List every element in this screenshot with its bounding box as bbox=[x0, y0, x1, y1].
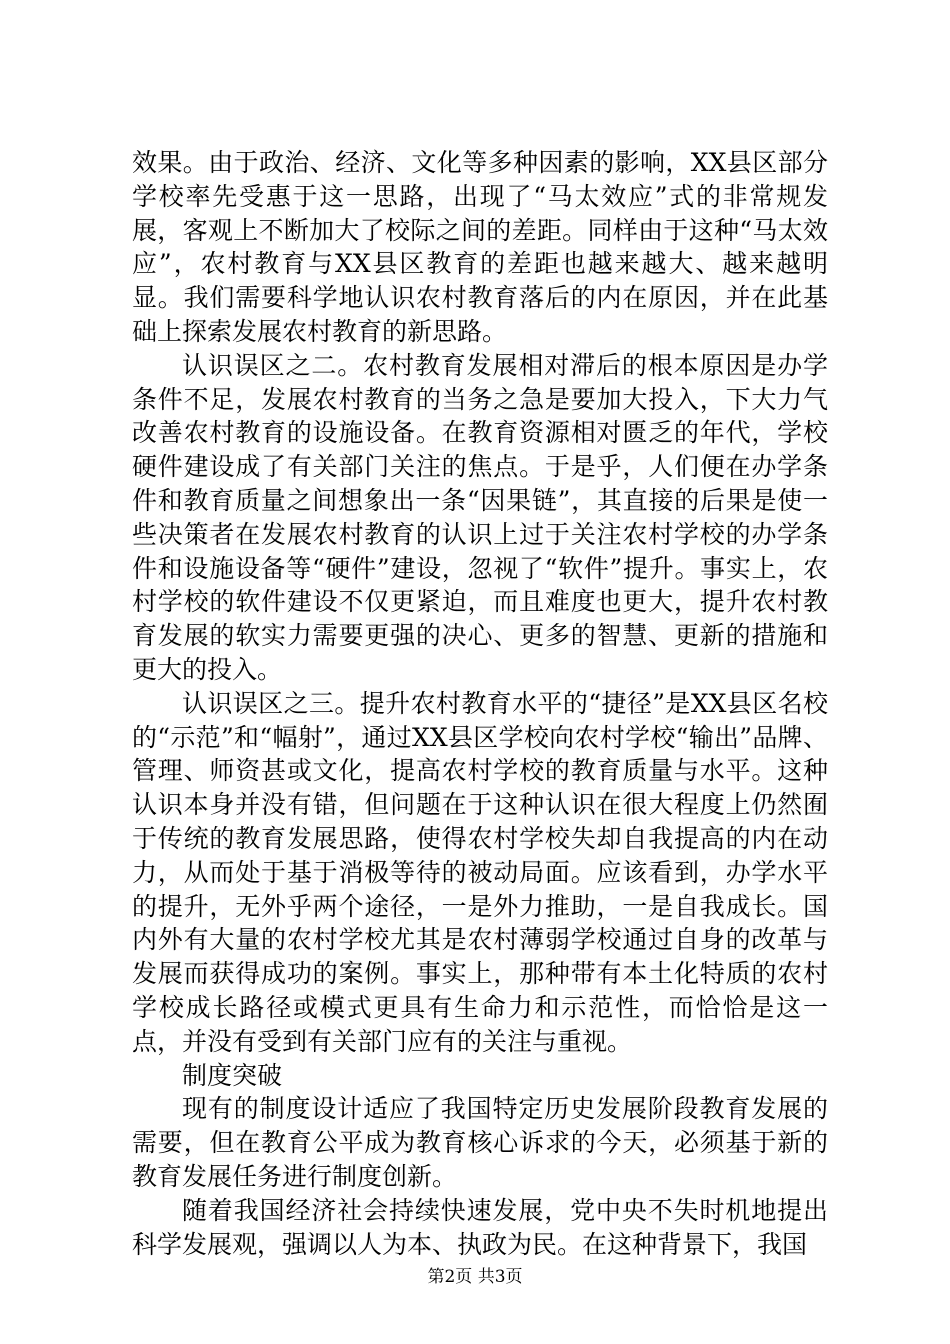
document-body bbox=[132, 146, 828, 1261]
paragraph-misconception-two: 认识误区之二。农村教育发展相对滞后的根本原因是办学条件不足，发展农村教育的当务之急是要加大投入，下大力气改善农村教育的设施设备。在教育资源相对匮乏的年代，学校硬件建设成了有关部门关注的焦点。于是乎，人们便在办学条件和教育质量之间想象出一条“因果链”，其直接的后果是使一些决策者在发展农村教育的认识上过于关注农村学校的办学条件和设施设备等“硬件”建设，忽视了“软件”提升。事实上，农村学校的软件建设不仅更紧迫，而且难度也更大，提升农村教育发展的软实力需要更强的决心、更多的智慧、更新的措施和更大的投入。 bbox=[132, 350, 828, 684]
paragraph-development: 随着我国经济社会持续快速发展，党中央不失时机地提出科学发展观，强调以人为本、执政为民。在这种背景下，我国 bbox=[132, 1195, 828, 1259]
paragraph-system-design: 现有的制度设计适应了我国特定历史发展阶段教育发展的需要，但在教育公平成为教育核心诉求的今天，必须基于新的教育发展任务进行制度创新。 bbox=[132, 1094, 828, 1191]
page-number: 第2页 共3页 bbox=[427, 1267, 523, 1287]
paragraph-continuation: 效果。由于政治、经济、文化等多种因素的影响，XX县区部分学校率先受惠于这一思路，出现了“马太效应”式的非常规发展，客观上不断加大了校际之间的差距。同样由于这种“马太效应”，农村教育与XX县区教育的差距也越来越大、越来越明显。我们需要科学地认识农村教育落后的内在原因，并在此基础上探索发展农村教育的新思路。 bbox=[132, 148, 828, 346]
section-heading: 制度突破 bbox=[182, 1060, 283, 1090]
paragraph-misconception-three: 认识误区之三。提升农村教育水平的“捷径”是XX县区名校的“示范”和“幅射”，通过XX县区学校向农村学校“输出”品牌、管理、师资甚或文化，提高农村学校的教育质量与水平。这种认识本身并没有错，但问题在于这种认识在很大程度上仍然囿于传统的教育发展思路，使得农村学校失却自我提高的内在动力，从而处于基于消极等待的被动局面。应该看到，办学水平的提升，无外乎两个途径，一是外力推助，一是自我成长。国内外有大量的农村学校尤其是农村薄弱学校通过自身的改革与发展而获得成功的案例。事实上，那种带有本土化特质的农村学校成长路径或模式更具有生命力和示范性，而恰恰是这一点，并没有受到有关部门应有的关注与重视。 bbox=[132, 688, 828, 1056]
